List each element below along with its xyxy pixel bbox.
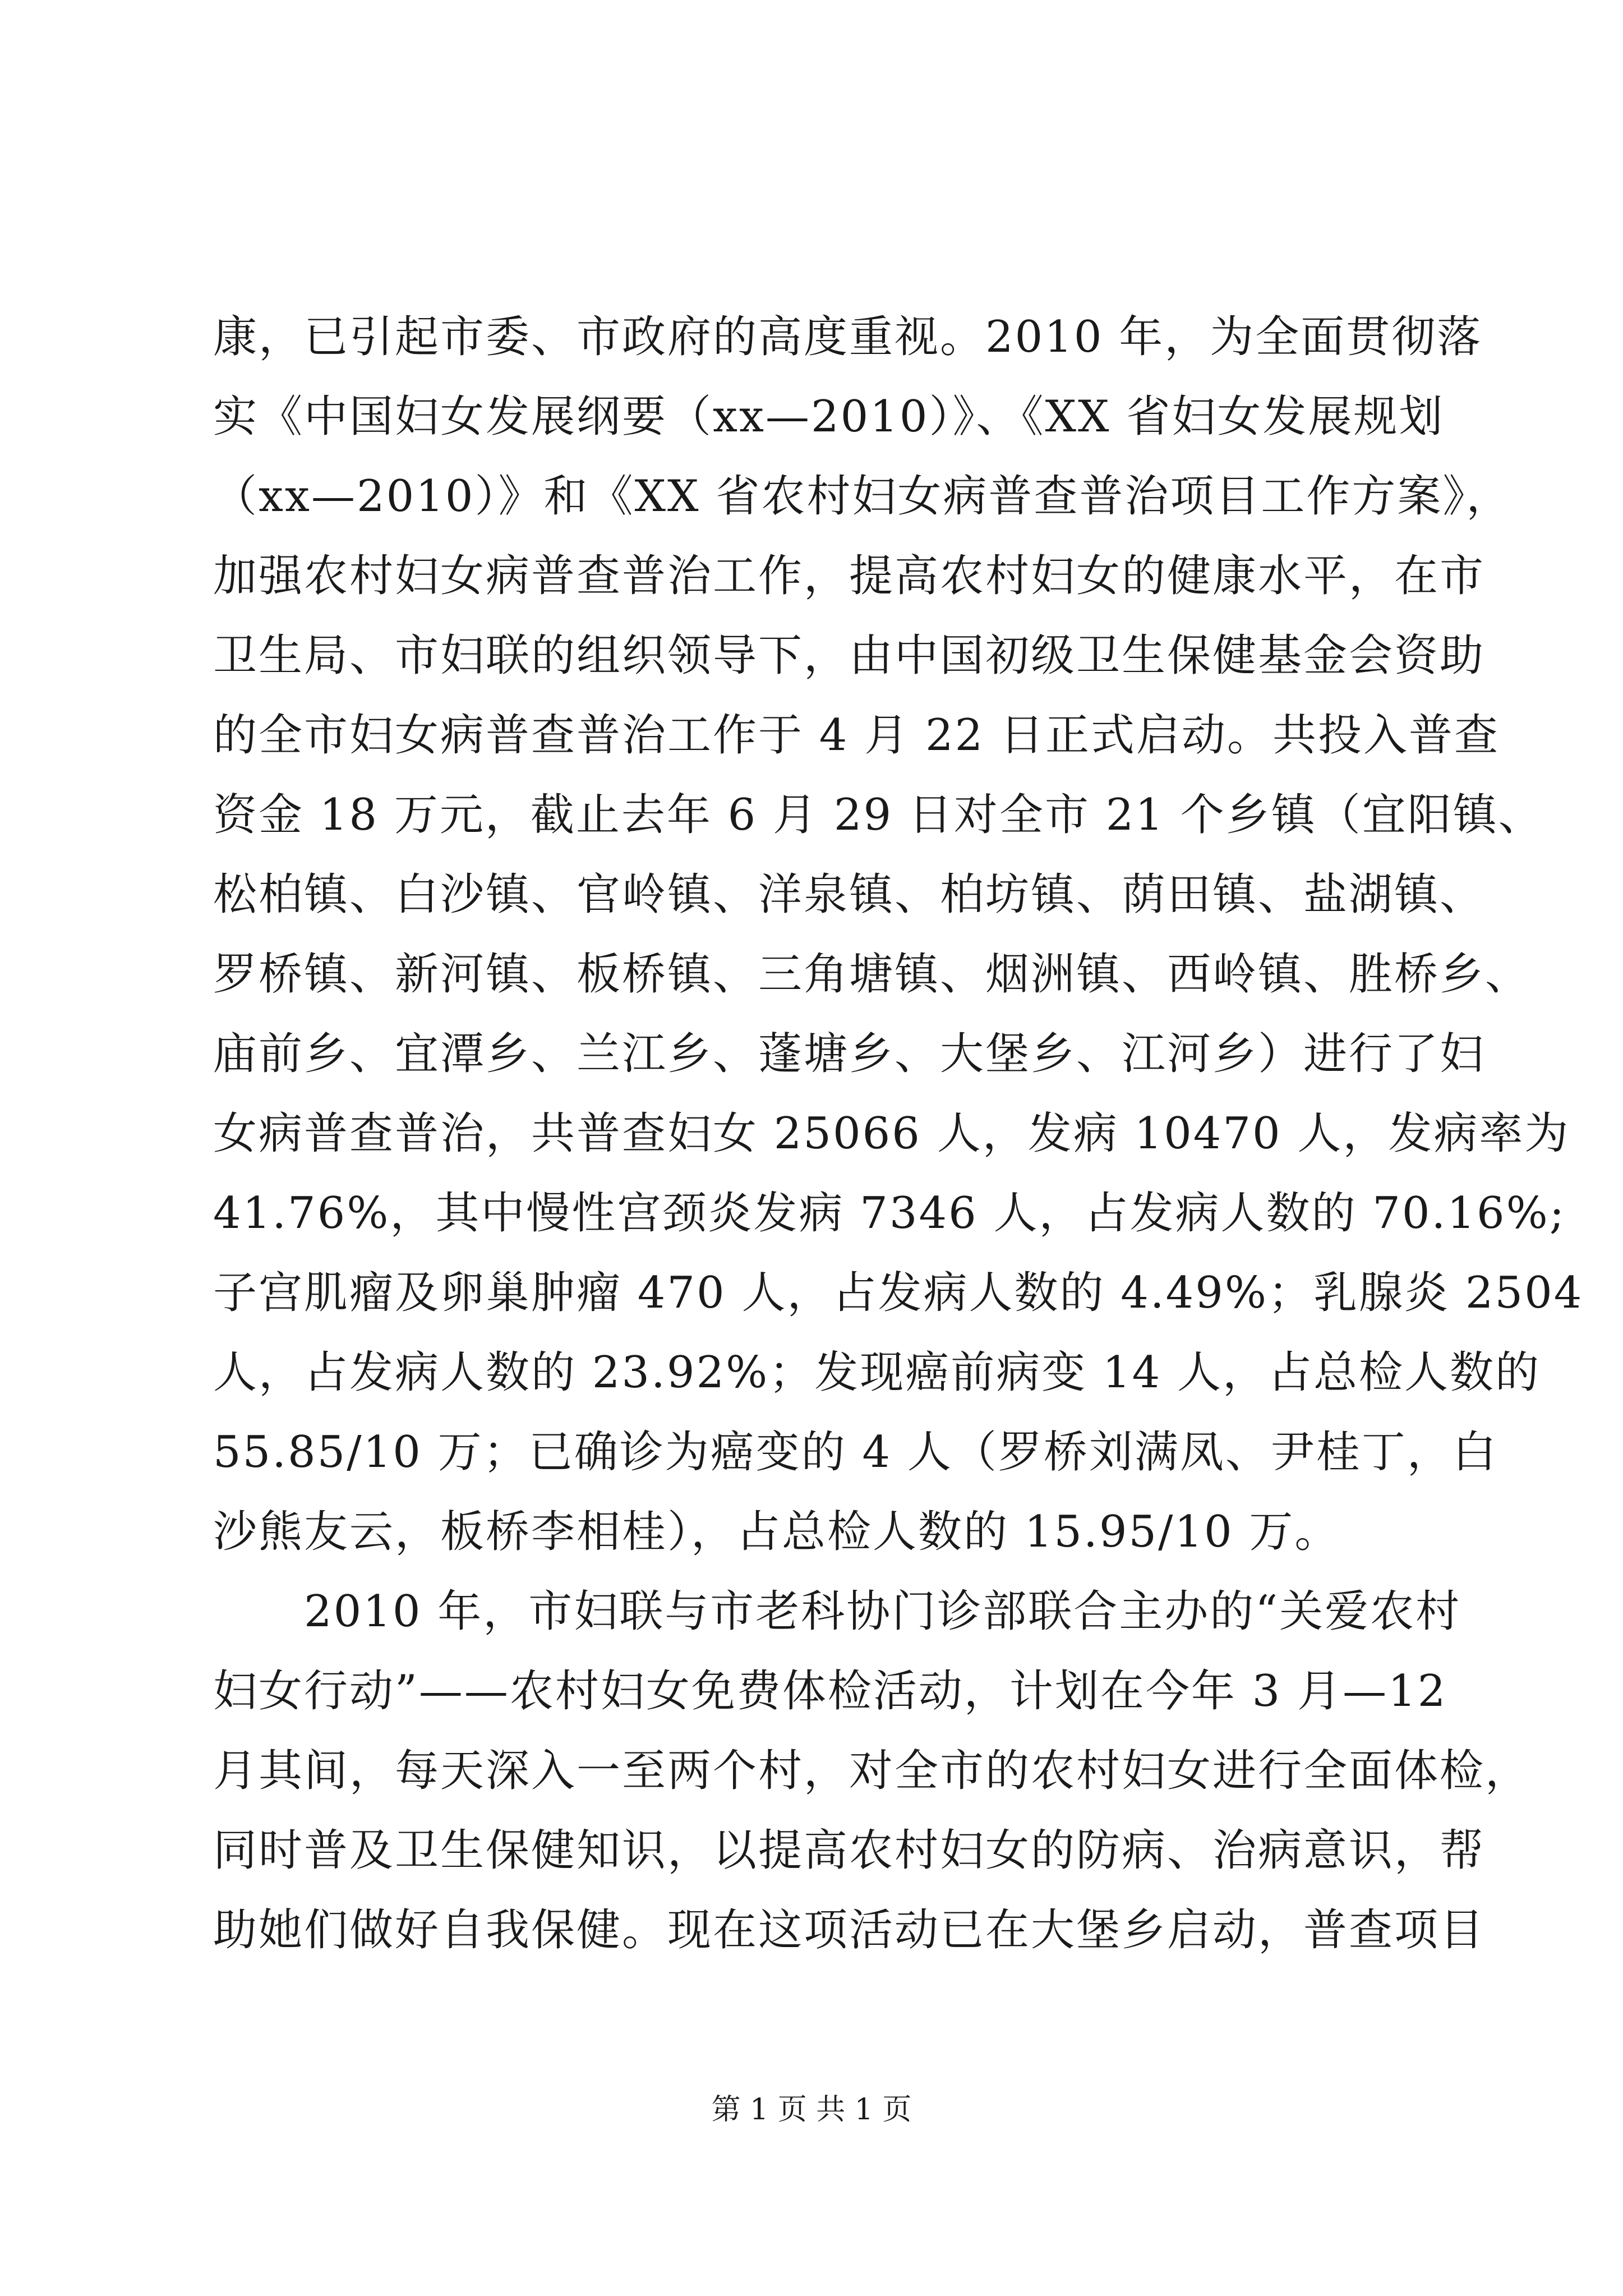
text-line: 沙熊友云，板桥李相桂），占总检人数的 15.95/10 万。 (213, 1507, 1340, 1557)
text-line: 松柏镇、白沙镇、官岭镇、洋泉镇、柏坊镇、荫田镇、盐湖镇、 (213, 869, 1486, 920)
text-line: （xx—2010）》和《XX 省农村妇女病普查普治项目工作方案》， (213, 471, 1512, 522)
text-line: 子宫肌瘤及卵巢肿瘤 470 人，占发病人数的 4.49%；乳腺炎 2504 (213, 1268, 1584, 1318)
text-line: 康，已引起市委、市政府的高度重视。2010 年，为全面贯彻落 (213, 312, 1483, 362)
text-line: 实《中国妇女发展纲要（xx—2010）》、《XX 省妇女发展规划 (213, 392, 1445, 442)
text-line: 人，占发病人数的 23.92%；发现癌前病变 14 人，占总检人数的 (213, 1347, 1541, 1398)
text-line: 41.76%，其中慢性宫颈炎发病 7346 人，占发病人数的 70.16%; (213, 1188, 1566, 1239)
text-line: 的全市妇女病普查普治工作于 4 月 22 日正式启动。共投入普查 (213, 710, 1500, 761)
text-line: 妇女行动”——农村妇女免费体检活动，计划在今年 3 月—12 (213, 1666, 1447, 1717)
text-line: 加强农村妇女病普查普治工作，提高农村妇女的健康水平，在市 (213, 551, 1486, 601)
text-line: 月其间，每天深入一至两个村，对全市的农村妇女进行全面体检， (213, 1746, 1531, 1796)
text-line: 罗桥镇、新河镇、板桥镇、三角塘镇、烟洲镇、西岭镇、胜桥乡、 (213, 949, 1531, 1000)
text-line: 庙前乡、宜潭乡、兰江乡、蓬塘乡、大堡乡、江河乡）进行了妇 (213, 1029, 1486, 1079)
text-line: 同时普及卫生保健知识，以提高农村妇女的防病、治病意识，帮 (213, 1825, 1486, 1876)
text-line: 资金 18 万元，截止去年 6 月 29 日对全市 21 个乡镇（宜阳镇、 (213, 790, 1544, 840)
text-line: 2010 年，市妇联与市老科协门诊部联合主办的“关爱农村 (213, 1586, 1461, 1637)
text-line: 助她们做好自我保健。现在这项活动已在大堡乡启动，普查项目 (213, 1905, 1486, 1955)
body-text (213, 297, 1584, 1970)
text-line: 卫生局、市妇联的组织领导下，由中国初级卫生保健基金会资助 (213, 631, 1486, 681)
text-line: 女病普查普治，共普查妇女 25066 人，发病 10470 人，发病率为 (213, 1108, 1570, 1159)
text-line: 55.85/10 万；已确诊为癌变的 4 人（罗桥刘满凤、尹桂丁，白 (213, 1427, 1498, 1478)
page-footer (0, 2086, 1623, 2128)
page-number: 第 1 页 共 1 页 (711, 2093, 912, 2127)
